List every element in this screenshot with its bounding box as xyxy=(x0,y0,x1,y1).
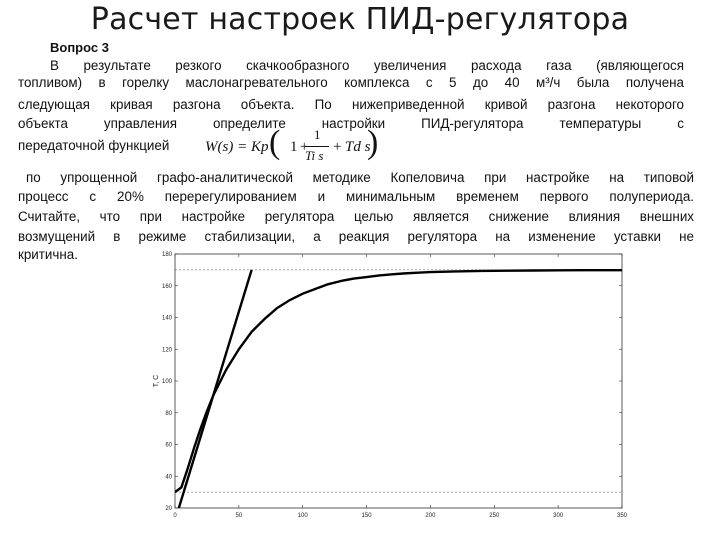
problem-line-9: возмущений в режиме стабилизации, а реакция регулятора на изменение уставки не xyxy=(18,229,694,244)
y-tick-label: 60 xyxy=(165,442,172,449)
x-tick-label: 200 xyxy=(425,513,436,519)
formula-plus-2: + xyxy=(333,139,342,155)
problem-line-4: объекта управления определите настройки ПИД-регулятора температуры с xyxy=(18,116,684,131)
formula-paren-close: ) xyxy=(367,124,379,161)
y-tick-label: 160 xyxy=(161,283,172,290)
formula-lhs: W(s) = Kp xyxy=(205,139,269,155)
x-tick-label: 250 xyxy=(489,513,500,519)
formula-one: 1 xyxy=(290,139,298,155)
problem-line-6: по упрощенной графо-аналитической методике Копеловича при настройке на типовой xyxy=(26,170,694,185)
y-tick-label: 180 xyxy=(161,252,172,258)
problem-line-5: передаточной функцией xyxy=(18,138,170,153)
tangent-line xyxy=(179,270,252,508)
pid-transfer-function xyxy=(205,124,379,170)
x-tick-label: 300 xyxy=(553,513,564,519)
y-tick-label: 20 xyxy=(165,506,172,512)
y-tick-label: 40 xyxy=(165,474,172,481)
y-tick-label: 80 xyxy=(165,410,172,417)
formula-plus-1: + xyxy=(300,139,309,155)
problem-line-10: критична. xyxy=(18,247,78,262)
x-tick-label: 100 xyxy=(297,513,308,519)
y-axis-label: T, C xyxy=(153,374,160,388)
formula-numerator: 1 xyxy=(314,127,321,142)
problem-line-3: следующая кривая разгона объекта. По нижеприведенной кривой разгона некоторого xyxy=(18,97,684,112)
formula-fraction-bar xyxy=(305,146,329,147)
y-tick-label: 120 xyxy=(161,347,172,354)
x-tick-label: 150 xyxy=(361,513,372,519)
chart-svg xyxy=(150,240,640,530)
problem-line-8: Считайте, что при настройке регулятора целью является снижение влияния внешних xyxy=(18,209,694,224)
x-tick-label: 350 xyxy=(616,513,628,519)
y-tick-label: 100 xyxy=(161,379,172,385)
problem-line-7: процесс с 20% перерегулированием и минимальным временем первого полупериода. xyxy=(18,189,694,204)
formula-derivative-term: Td s xyxy=(345,139,371,155)
problem-line-2: топливом) в горелку маслонагревательного комплекса с 5 до 40 м³/ч была получена xyxy=(18,75,684,90)
slide-title: Расчет настроек ПИД-регулятора xyxy=(90,2,630,37)
x-tick-label: 0 xyxy=(173,513,177,519)
formula-denominator: Ti s xyxy=(305,148,324,163)
question-number: Вопрос 3 xyxy=(50,40,109,55)
x-tick-label: 50 xyxy=(235,513,243,519)
acceleration-curve-chart xyxy=(150,240,640,530)
formula-paren-open: ( xyxy=(269,124,281,161)
plot-frame xyxy=(175,254,622,508)
problem-line-1: В результате резкого скачкообразного увеличения расхода газа (являющегося xyxy=(50,58,684,73)
y-tick-label: 140 xyxy=(161,315,172,322)
